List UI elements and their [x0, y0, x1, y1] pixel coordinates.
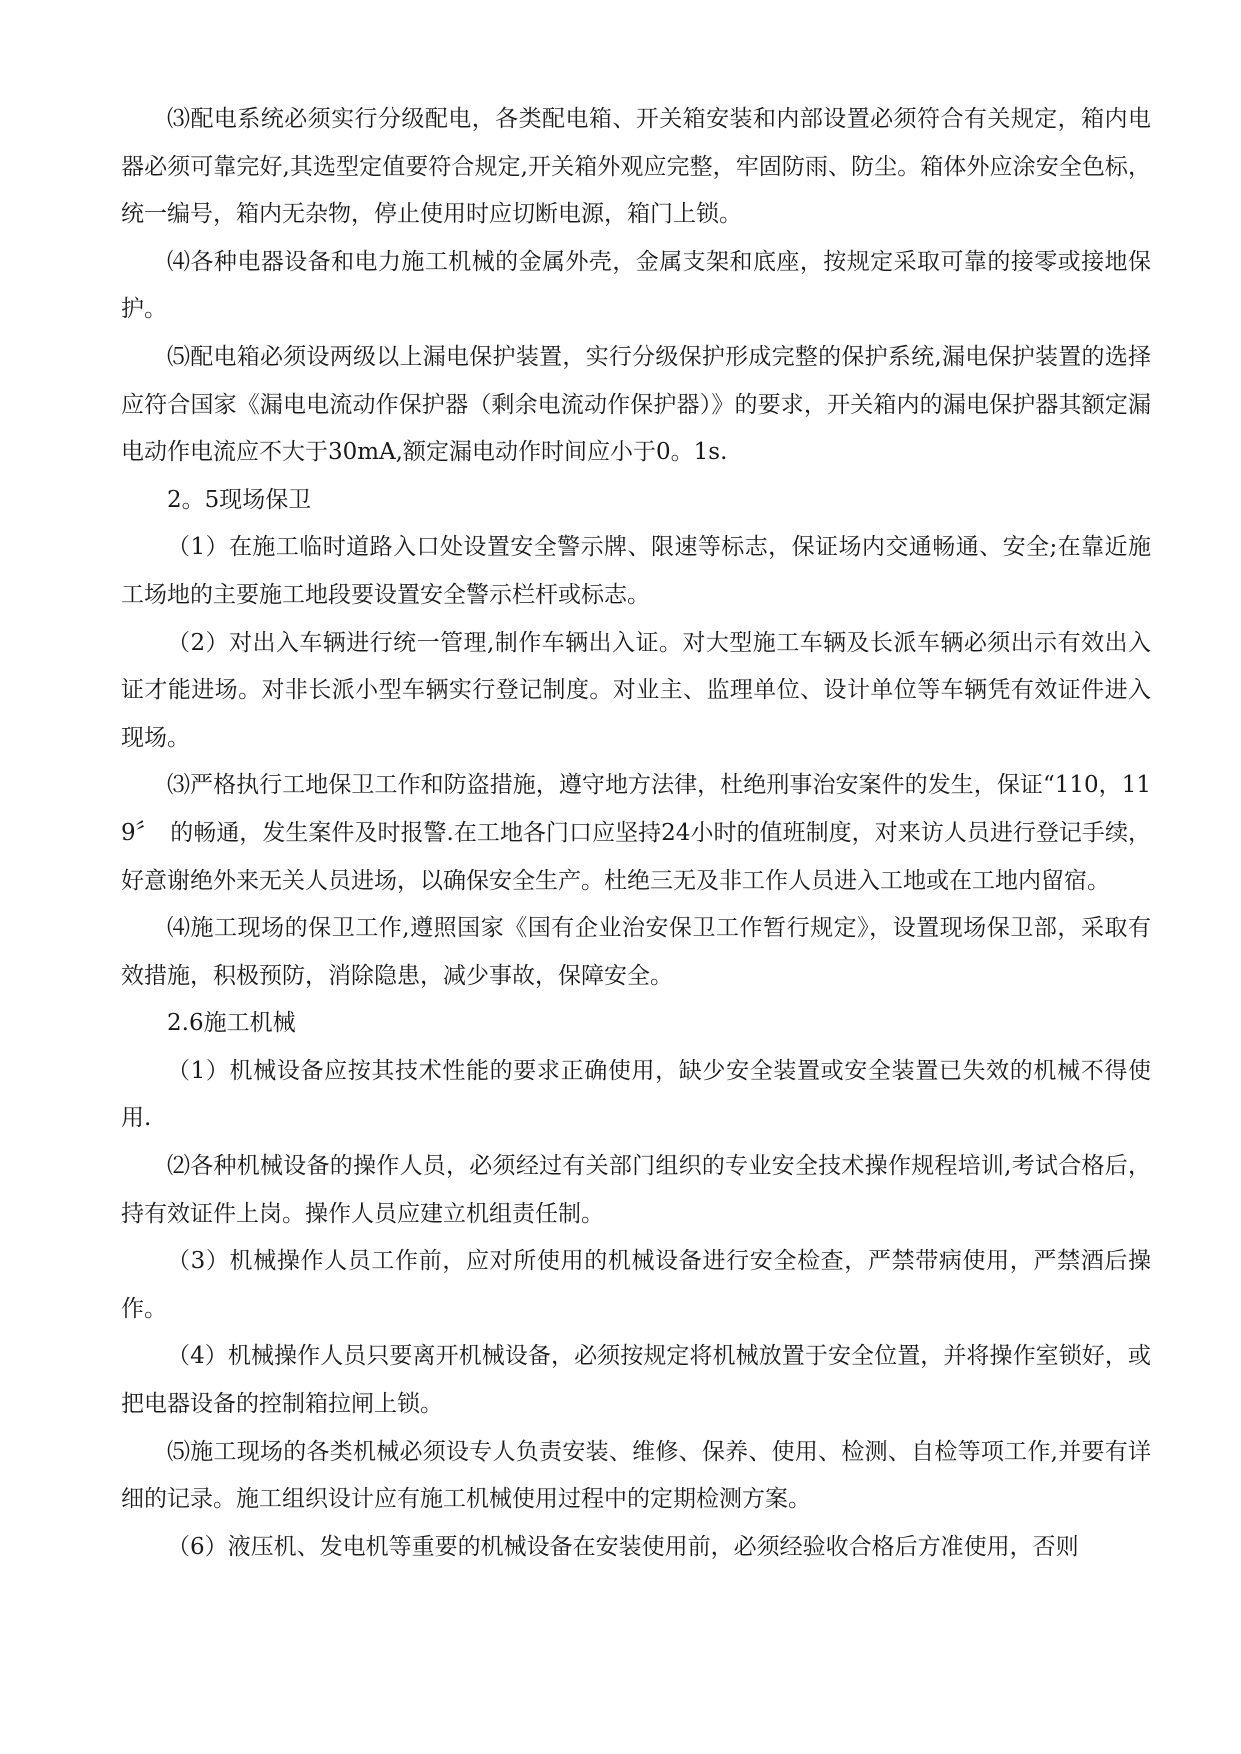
paragraph-anti-theft: ⑶严格执行工地保卫工作和防盗措施，遵守地方法律，杜绝刑事治安案件的发生，保证“110，119〞 的畅通，发生案件及时报警.在工地各门口应坚持24小时的值班制度，对来访人员进行登记手续，好意谢绝外来无关人员进场，以确保安全生产。杜绝三无及非工作人员进入工地或在工地内留宿。 — [121, 772, 1151, 894]
paragraph-operator-training: ⑵各种机械设备的操作人员，必须经过有关部门组织的专业安全技术操作规程培训,考试合格后，持有效证件上岗。操作人员应建立机组责任制。 — [121, 1153, 1151, 1227]
paragraph-leakage-protection: ⑸配电箱必须设两级以上漏电保护装置，实行分级保护形成完整的保护系统,漏电保护装置的选择应符合国家《漏电电流动作保护器（剩余电流动作保护器）》的要求，开关箱内的漏电保护器其额定漏电动作电流应不大于30mA,额定漏电动作时间应小于0。1s. — [121, 343, 1151, 466]
paragraph-grounding-protection: ⑷各种电器设备和电力施工机械的金属外壳，金属支架和底座，按规定采取可靠的接零或接地保护。 — [121, 248, 1151, 323]
paragraph-maintenance-records: ⑸施工现场的各类机械必须设专人负责安装、维修、保养、使用、检测、自检等项工作,并要有详细的记录。施工组织设计应有施工机械使用过程中的定期检测方案。 — [121, 1438, 1151, 1513]
section-heading-machinery: 2.6施工机械 — [167, 1010, 296, 1037]
section-heading-site-security: 2。5现场保卫 — [167, 486, 312, 513]
paragraph-distribution-system: ⑶配电系统必须实行分级配电，各类配电箱、开关箱安装和内部设置必须符合有关规定，箱内电器必须可靠完好,其选型定值要符合规定,开关箱外观应完整，牢固防雨、防尘。箱体外应涂安全色标，统一编号，箱内无杂物，停止使用时应切断电源，箱门上锁。 — [121, 106, 1151, 228]
document-body — [121, 96, 1151, 1571]
paragraph-machinery-usage: （1）机械设备应按其技术性能的要求正确使用，缺少安全装置或安全装置已失效的机械不得使用. — [121, 1057, 1151, 1132]
paragraph-leaving-equipment: （4）机械操作人员只要离开机械设备，必须按规定将机械放置于安全位置，并将操作室锁好，或把电器设备的控制箱拉闸上锁。 — [121, 1343, 1151, 1418]
paragraph-vehicle-management: （2）对出入车辆进行统一管理,制作车辆出入证。对大型施工车辆及长派车辆必须出示有效出入证才能进场。对非长派小型车辆实行登记制度。对业主、监理单位、设计单位等车辆凭有效证件进入现场。 — [121, 629, 1151, 751]
paragraph-warning-signs: （1）在施工临时道路入口处设置安全警示牌、限速等标志，保证场内交通畅通、安全;在靠近施工场地的主要施工地段要设置安全警示栏杆或标志。 — [121, 534, 1151, 608]
paragraph-security-regulations: ⑷施工现场的保卫工作,遵照国家《国有企业治安保卫工作暂行规定》，设置现场保卫部，采取有效措施，积极预防，消除隐患，减少事故，保障安全。 — [121, 915, 1151, 989]
paragraph-safety-inspection: （3）机械操作人员工作前，应对所使用的机械设备进行安全检查，严禁带病使用，严禁酒后操作。 — [121, 1248, 1151, 1322]
paragraph-equipment-acceptance: （6）液压机、发电机等重要的机械设备在安装使用前，必须经验收合格后方准使用，否则 — [167, 1533, 1079, 1560]
